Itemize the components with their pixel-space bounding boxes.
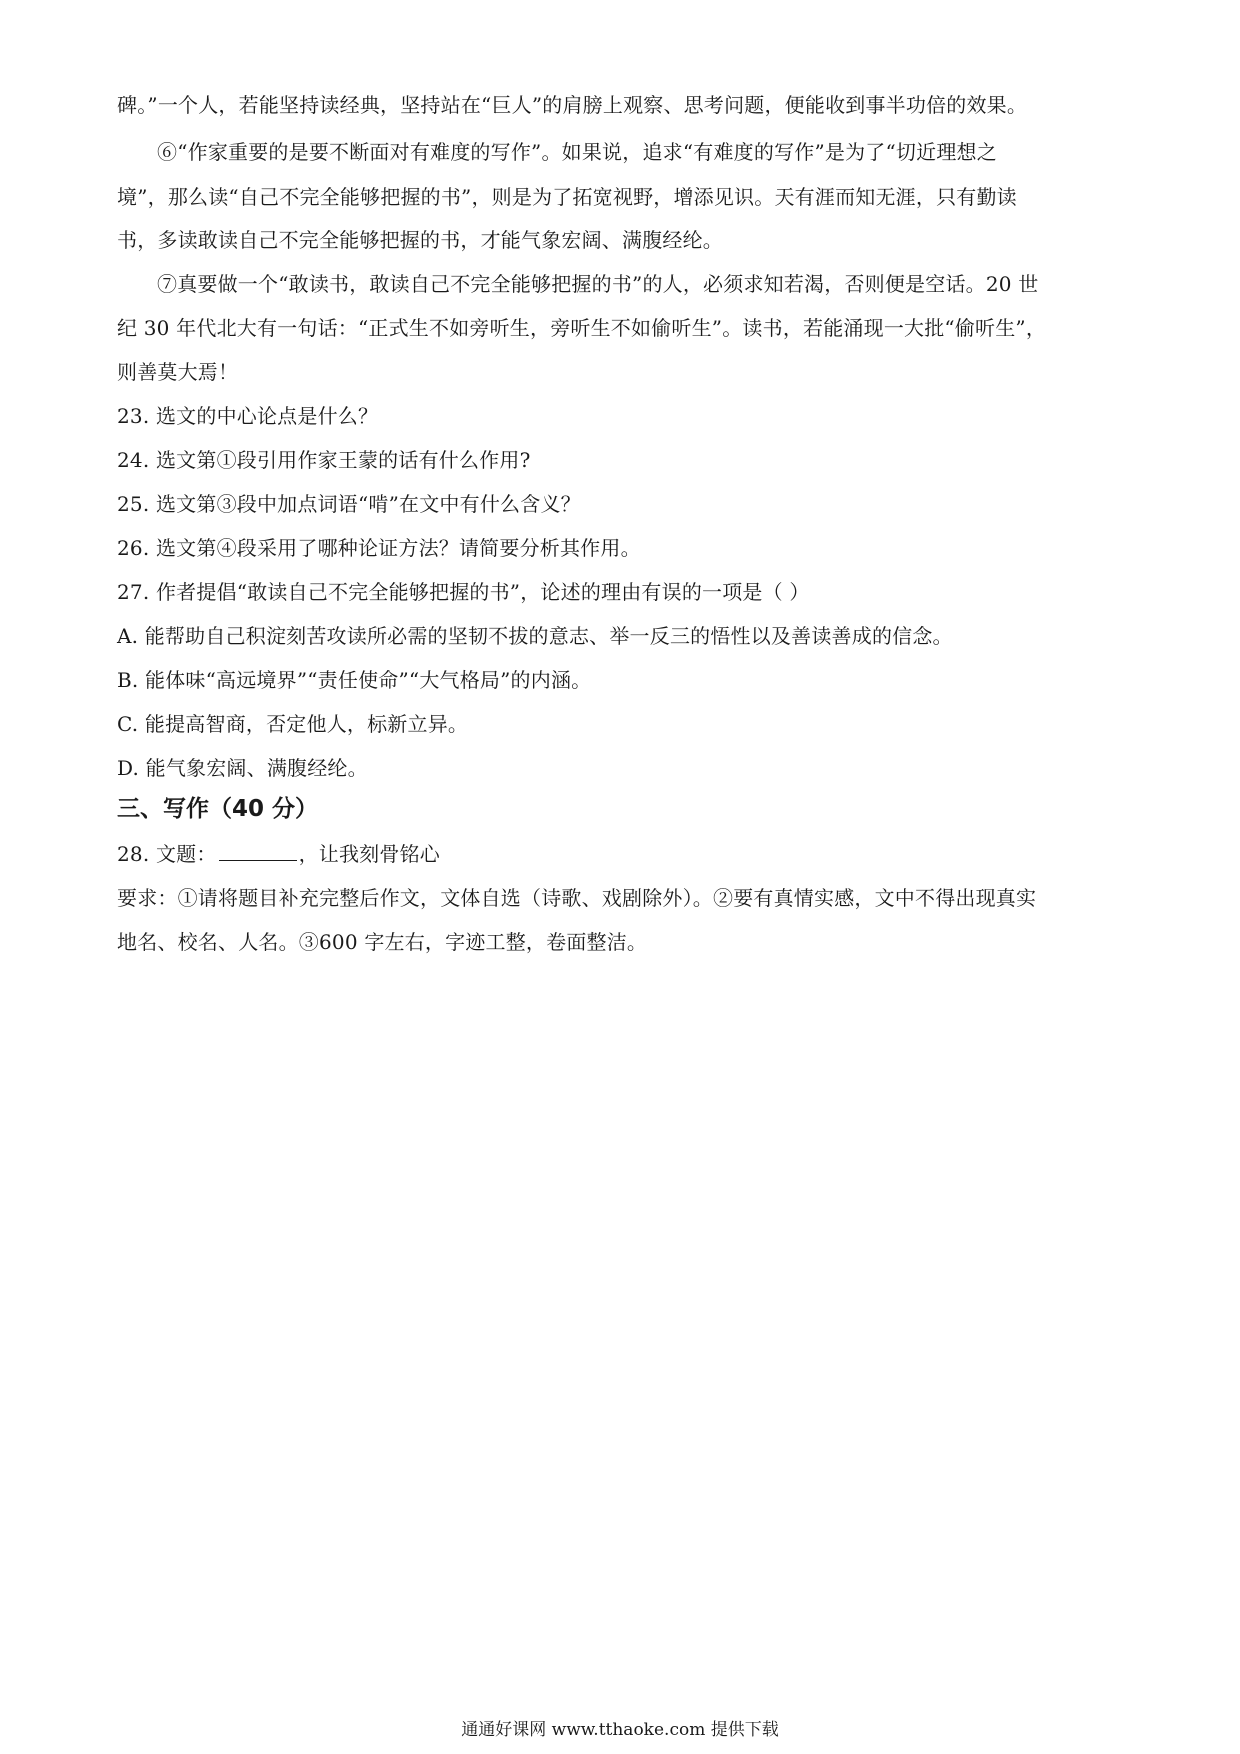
option-a: A. 能帮助自己积淀刻苦攻读所必需的坚韧不拔的意志、举一反三的悟性以及善读善成的信念。 <box>117 624 953 648</box>
question-24: 24. 选文第①段引用作家王蒙的话有什么作用? <box>117 448 531 472</box>
passage-paragraph-7-line-1: ⑦真要做一个“敢读书，敢读自己不完全能够把握的书”的人，必须求知若渴，否则便是空话。20 世 <box>157 272 1039 296</box>
option-d: D. 能气象宏阔、满腹经纶。 <box>117 756 368 780</box>
question-25: 25. 选文第③段中加点词语“啃”在文中有什么含义？ <box>117 492 581 516</box>
writing-requirements-line-2: 地名、校名、人名。③600 字左右，字迹工整，卷面整洁。 <box>117 930 648 954</box>
passage-paragraph-6-line-2: 境”，那么读“自己不完全能够把握的书”，则是为了拓宽视野，增添见识。天有涯而知无涯，只有勤读 <box>117 185 1017 209</box>
passage-paragraph-5-tail: 碑。”一个人，若能坚持读经典，坚持站在“巨人”的肩膀上观察、思考问题，便能收到事半功倍的效果。 <box>117 93 1028 117</box>
question-28 <box>117 840 1127 868</box>
passage-paragraph-6-line-3: 书，多读敢读自己不完全能够把握的书，才能气象宏阔、满腹经纶。 <box>117 228 723 252</box>
question-28-suffix: ，让我刻骨铭心 <box>298 842 440 866</box>
writing-requirements-line-1: 要求：①请将题目补充完整后作文，文体自选（诗歌、戏剧除外）。②要有真情实感，文中不得出现真实 <box>117 886 1037 910</box>
passage-paragraph-7-line-2: 纪 30 年代北大有一句话：“正式生不如旁听生，旁听生不如偷听生”。读书，若能涌现一大批“偷听生”， <box>117 316 1047 340</box>
passage-paragraph-6-line-1: ⑥“作家重要的是要不断面对有难度的写作”。如果说，追求“有难度的写作”是为了“切近理想之 <box>157 140 997 164</box>
question-23: 23. 选文的中心论点是什么？ <box>117 404 379 428</box>
section-heading-writing: 三、写作（40 分） <box>117 796 319 822</box>
question-27: 27. 作者提倡“敢读自己不完全能够把握的书”，论述的理由有误的一项是（ ） <box>117 580 810 604</box>
passage-paragraph-7-line-3: 则善莫大焉！ <box>117 360 239 384</box>
option-b: B. 能体味“高远境界”“责任使命”“大气格局”的内涵。 <box>117 668 592 692</box>
question-28-prefix: 28. 文题： <box>117 842 217 866</box>
option-c: C. 能提高智商，否定他人，标新立异。 <box>117 712 469 736</box>
title-blank-underline <box>219 842 297 861</box>
page-footer: 通通好课网 www.tthaoke.com 提供下载 <box>461 1720 779 1740</box>
question-26: 26. 选文第④段采用了哪种论证方法？请简要分析其作用。 <box>117 536 641 560</box>
